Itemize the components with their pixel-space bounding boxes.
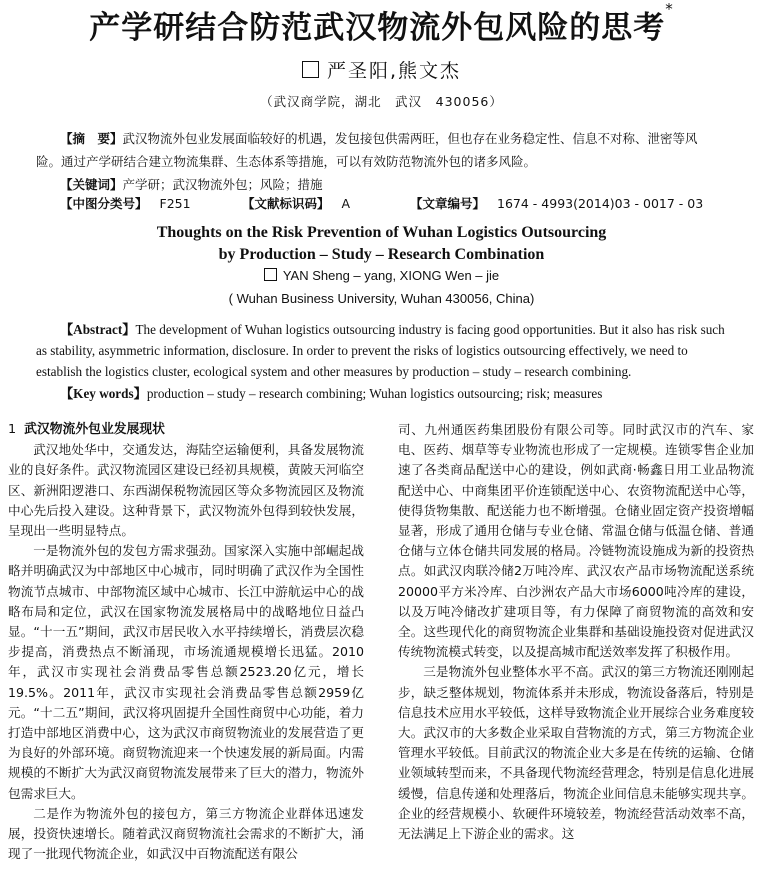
paragraph: 一是物流外包的发包方需求强劲。国家深入实施中部崛起战略并明确武汉为中部地区中心城市，同时明确了武汉作为全国性物流节点城市、中部物流区域中心城市、长江中游航运中心的战略布局和定位，武汉在国家物流发展格局中的战略地位日益凸显。“十一五”期间，武汉市居民收入水平持续增长，消费层次稳步提高，消费热点不断涌现，市场流通规模增长迅猛。2010年，武汉市实现社会消费品零售总额2523.20亿元，增长19.5%。2011年，武汉市实现社会消费品零售总额2959亿元。“十二五”期间，武汉将巩固提升全国性商贸中心功能，着力打造中部地区消费中心，这为武汉市商贸物流业的发展营造了更为良好的外部环境。商贸物流迎来一个快速发展的新局面。内需规模的不断扩大为武汉商贸物流发展带来了巨大的潜力，物流外包需求巨大。 [8,543,364,801]
cn-keywords-label: 【关键词】 [60,177,123,192]
en-title-line1: Thoughts on the Risk Prevention of Wuhan Logistics Outsourcing [156,224,607,241]
section-title: 武汉物流外包业发展现状 [24,422,165,437]
cn-abstract [36,127,736,173]
cn-keywords [60,173,760,196]
article-no-label: 【文章编号】 [410,196,486,211]
en-abstract-label: 【Abstract】 [60,322,136,337]
en-keywords-label: 【Key words】 [60,386,147,401]
author-box-icon [302,61,319,78]
en-authors: YAN Sheng – yang, XIONG Wen – jie [282,268,500,283]
article-no-value: 1674 - 4993(2014)03 - 0017 - 03 [497,196,704,211]
clc-label: 【中图分类号】 [60,196,148,211]
cn-abstract-line1: 武汉物流外包业发展面临较好的机遇，发包接包供需两旺，但也存在业务稳定性、信息不对称、泄密等风 [122,131,698,146]
paper-title: 产学研结合防范武汉物流外包风险的思考* [89,0,674,46]
cn-abstract-label: 【摘 要】 [60,131,123,146]
en-author-box-icon [264,268,277,281]
en-title-line2: by Production – Study – Research Combination [218,246,545,263]
doc-code-label: 【文献标识码】 [242,196,330,211]
section-heading [8,420,364,440]
clc-value: F251 [159,196,191,211]
cn-abstract-line2: 险。通过产学研结合建立物流集群、生态体系等措施，可以有效防范物流外包的诸多风险。 [36,154,537,169]
en-authors-line [0,268,763,283]
paragraph: 三是物流外包业整体水平不高。武汉的第三方物流还刚刚起步，缺乏整体规划，物流体系并未形成，物流设备落后，特别是信息技术应用水平较低，这样导致物流企业开展综合业务难度较大。武汉市的大多数企业采取自营物流的方式，第三方物流企业管理水平较低。目前武汉的物流企业大多是在传统的运输、仓储业领域转型而来，不具备现代物流经营理念，特别是信息化进展缓慢，信息传递和处理落后，物流企业间信息未能够实现共享。企业的经营规模小、软硬件环境较差，物流经营活动效率不高，无法满足上下游企业的需求。这 [398,664,754,842]
en-abstract-line1: The development of Wuhan logistics outsourcing industry is facing good opportunities. But it also has risk such [135,322,725,337]
doc-code-value: A [341,196,351,211]
paragraph: 司、九州通医药集团股份有限公司等。同时武汉市的汽车、家电、医药、烟草等专业物流也形成了一定规模。连锁零售企业加速了各类商品配送中心的建设，例如武商·畅鑫日用工业品物流配送中心、中商集团平价连锁配送中心、农资物流配送中心等，使得货物集散、配送能力也不断增强。仓储业固定资产投资增幅显著，形成了通用仓储与专业仓储、常温仓储与低温仓储、普通仓储与立体仓储共同发展的格局。冷链物流设施成为新的投资热点。如武汉肉联冷储2万吨冷库、武汉农产品市场物流配送系统20000平方米冷库、白沙洲农产品大市场6000吨冷库的建设，以及万吨冷储改扩建项目等，有力保障了商贸物流的高效和安全。这些现代化的商贸物流企业集群和基础设施投资对促进武汉传统物流模式转变，以及提高城市配送效率发挥了积极作用。 [398,422,754,660]
title-footnote-mark: * [665,0,674,18]
en-abstract-line3: establish the logistics cluster, ecological system and other measures by production – study – research combining. [36,364,632,379]
section-number: 1 [8,422,17,437]
body-column-left [8,420,364,864]
paragraph: 二是作为物流外包的接包方，第三方物流企业群体迅速发展，投资快速增长。随着武汉商贸物流社会需求的不断扩大，涌现了一批现代物流企业，如武汉中百物流配送有限公 [8,805,364,862]
en-abstract [36,319,736,382]
cn-keywords-text: 产学研；武汉物流外包；风险；措施 [122,177,323,192]
en-keywords-text: production – study – research combining; Wuhan logistics outsourcing; risk; measures [146,386,603,401]
en-abstract-line2: as stability, asymmetric information, disclosure. In order to prevent the risks of logistics outsourcing effectively, we need to [36,343,688,358]
body-column-right [398,420,754,844]
en-affiliation: ( Wuhan Business University, Wuhan 430056, China) [228,291,535,306]
paragraph: 武汉地处华中，交通发达，海陆空运输便利，具备发展物流业的良好条件。武汉物流园区建设已经初具规模，黄陂天河临空区、新洲阳逻港口、东西湖保税物流园区等众多物流园区及物流中心先后投入建设。这种背景下，武汉物流外包得到较快发展，呈现出一些明显特点。 [8,442,364,539]
affiliation: （武汉商学院，湖北 武汉 430056） [260,94,503,109]
authors-line [0,56,763,83]
authors: 严圣阳,熊文杰 [326,60,462,82]
en-keywords [60,383,740,402]
